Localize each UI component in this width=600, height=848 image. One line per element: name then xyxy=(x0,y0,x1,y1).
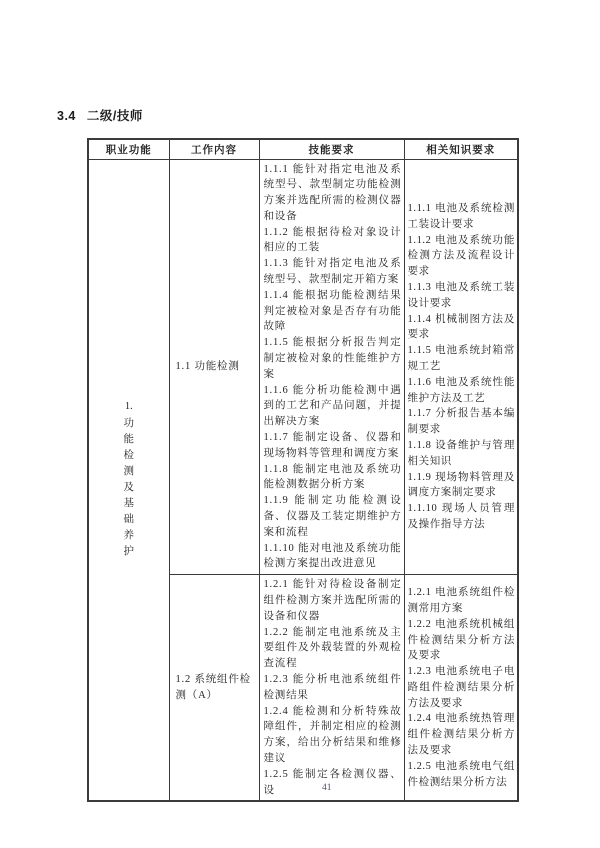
skill-item: 1.1.5 能根据分析报告判定制定被检对象的性能维护方案 xyxy=(263,337,402,380)
knowledge-item: 1.1.1 电池及系统检测工装设计要求 xyxy=(407,202,515,230)
skill-item: 1.1.7 能制定设备、仪器和现场物料等管理和调度方案 xyxy=(263,432,402,459)
knowledge-item: 1.2.5 电池系统电气组件检测结果分析方法 xyxy=(407,760,515,788)
vertical-char: 检 xyxy=(123,449,134,461)
skill-item: 1.1.1 能针对指定电池及系统型号、款型制定功能检测方案并选配所需的检测仪器和设备 xyxy=(263,163,402,222)
skill-item: 1.1.9 能制定功能检测设备、仪器及工装定期维护方案和流程 xyxy=(263,495,402,538)
cell-occupational-function xyxy=(88,159,169,801)
column-header-work-content: 工作内容 xyxy=(169,139,259,159)
skill-item: 1.2.5 能制定各检测仪器、设 xyxy=(263,768,402,796)
section-heading xyxy=(57,106,143,124)
skill-item: 1.1.8 能制定电池及系统功能检测数据分析方案 xyxy=(263,463,402,491)
vertical-char: 能 xyxy=(123,433,134,445)
knowledge-item: 1.2.1 电池系统组件检测常用方案 xyxy=(407,587,515,614)
vertical-char: 础 xyxy=(123,514,134,526)
skill-item: 1.2.4 能检测和分析特殊故障组件，并制定相应的检测方案，给出分析结果和维修建议 xyxy=(263,705,402,764)
knowledge-item: 1.1.7 分析报告基本编制要求 xyxy=(407,408,515,436)
cell-work-content-1-2: 1.2 系统组件检测（A） xyxy=(169,575,259,802)
skill-item: 1.2.2 能制定电池系统及主要组件及外载装置的外观检查流程 xyxy=(263,626,402,670)
knowledge-item: 1.2.2 电池系统机械组件检测结果分析方法及要求 xyxy=(407,618,515,662)
skill-item: 1.1.3 能针对指定电池及系统型号、款型制定开箱方案 xyxy=(263,258,402,286)
skill-item: 1.2.1 能针对待检设备制定组件检测方案并选配所需的设备和仪器 xyxy=(263,579,402,622)
knowledge-item: 1.1.8 设备维护与管理相关知识 xyxy=(407,439,515,467)
knowledge-item: 1.1.3 电池及系统工装设计要求 xyxy=(407,281,515,309)
vertical-char: 基 xyxy=(123,498,134,510)
table-row-1-1 xyxy=(88,159,518,575)
vertical-char: 养 xyxy=(123,530,134,542)
page-number: 41 xyxy=(322,783,332,793)
column-header-knowledge-requirements: 相关知识要求 xyxy=(404,139,518,159)
section-number: 3.4 xyxy=(57,109,76,123)
knowledge-item: 1.2.3 电池系统电子电路组件检测结果分析方法及要求 xyxy=(407,666,515,709)
table-header-row xyxy=(88,139,518,159)
skill-item: 1.1.10 能对电池及系统功能检测方案提出改进意见 xyxy=(263,542,402,570)
skill-item: 1.2.3 能分析电池系统组件检测结果 xyxy=(263,674,402,701)
section-title: 二级/技师 xyxy=(86,109,143,123)
vertical-char: 测 xyxy=(123,465,134,477)
vertical-char: 护 xyxy=(123,546,134,558)
vertical-char: 功 xyxy=(123,417,134,429)
vertical-char: 1. xyxy=(124,401,133,413)
cell-skills-1-1 xyxy=(259,159,404,575)
skill-item: 1.1.2 能根据待检对象设计相应的工装 xyxy=(263,226,402,254)
knowledge-item: 1.1.10 现场人员管理及操作指导方法 xyxy=(407,503,515,530)
knowledge-item: 1.1.6 电池及系统性能维护方法及工艺 xyxy=(407,376,515,404)
knowledge-item: 1.1.9 现场物料管理及调度方案制定要求 xyxy=(407,471,515,499)
column-header-occupational-function: 职业功能 xyxy=(88,139,169,159)
cell-work-content-1-1: 1.1 功能检测 xyxy=(169,159,259,575)
cell-knowledge-1-1 xyxy=(404,159,518,575)
knowledge-item: 1.1.2 电池及系统功能检测方法及流程设计要求 xyxy=(407,234,515,278)
cell-skills-1-2 xyxy=(259,575,404,802)
skill-item: 1.1.6 能分析功能检测中遇到的工艺和产品问题，并提出解决方案 xyxy=(263,384,402,428)
skill-item: 1.1.4 能根据功能检测结果判定被检对象是否存有功能故障 xyxy=(263,289,402,333)
knowledge-item: 1.1.5 电池系统封箱常规工艺 xyxy=(407,345,515,372)
knowledge-item: 1.1.4 机械制图方法及要求 xyxy=(407,313,515,341)
vertical-char: 及 xyxy=(123,481,134,493)
knowledge-item: 1.2.4 电池系统热管理组件检测结果分析方法及要求 xyxy=(407,713,515,757)
column-header-skill-requirements: 技能要求 xyxy=(259,139,404,159)
cell-knowledge-1-2 xyxy=(404,575,518,802)
requirements-table xyxy=(87,138,519,802)
